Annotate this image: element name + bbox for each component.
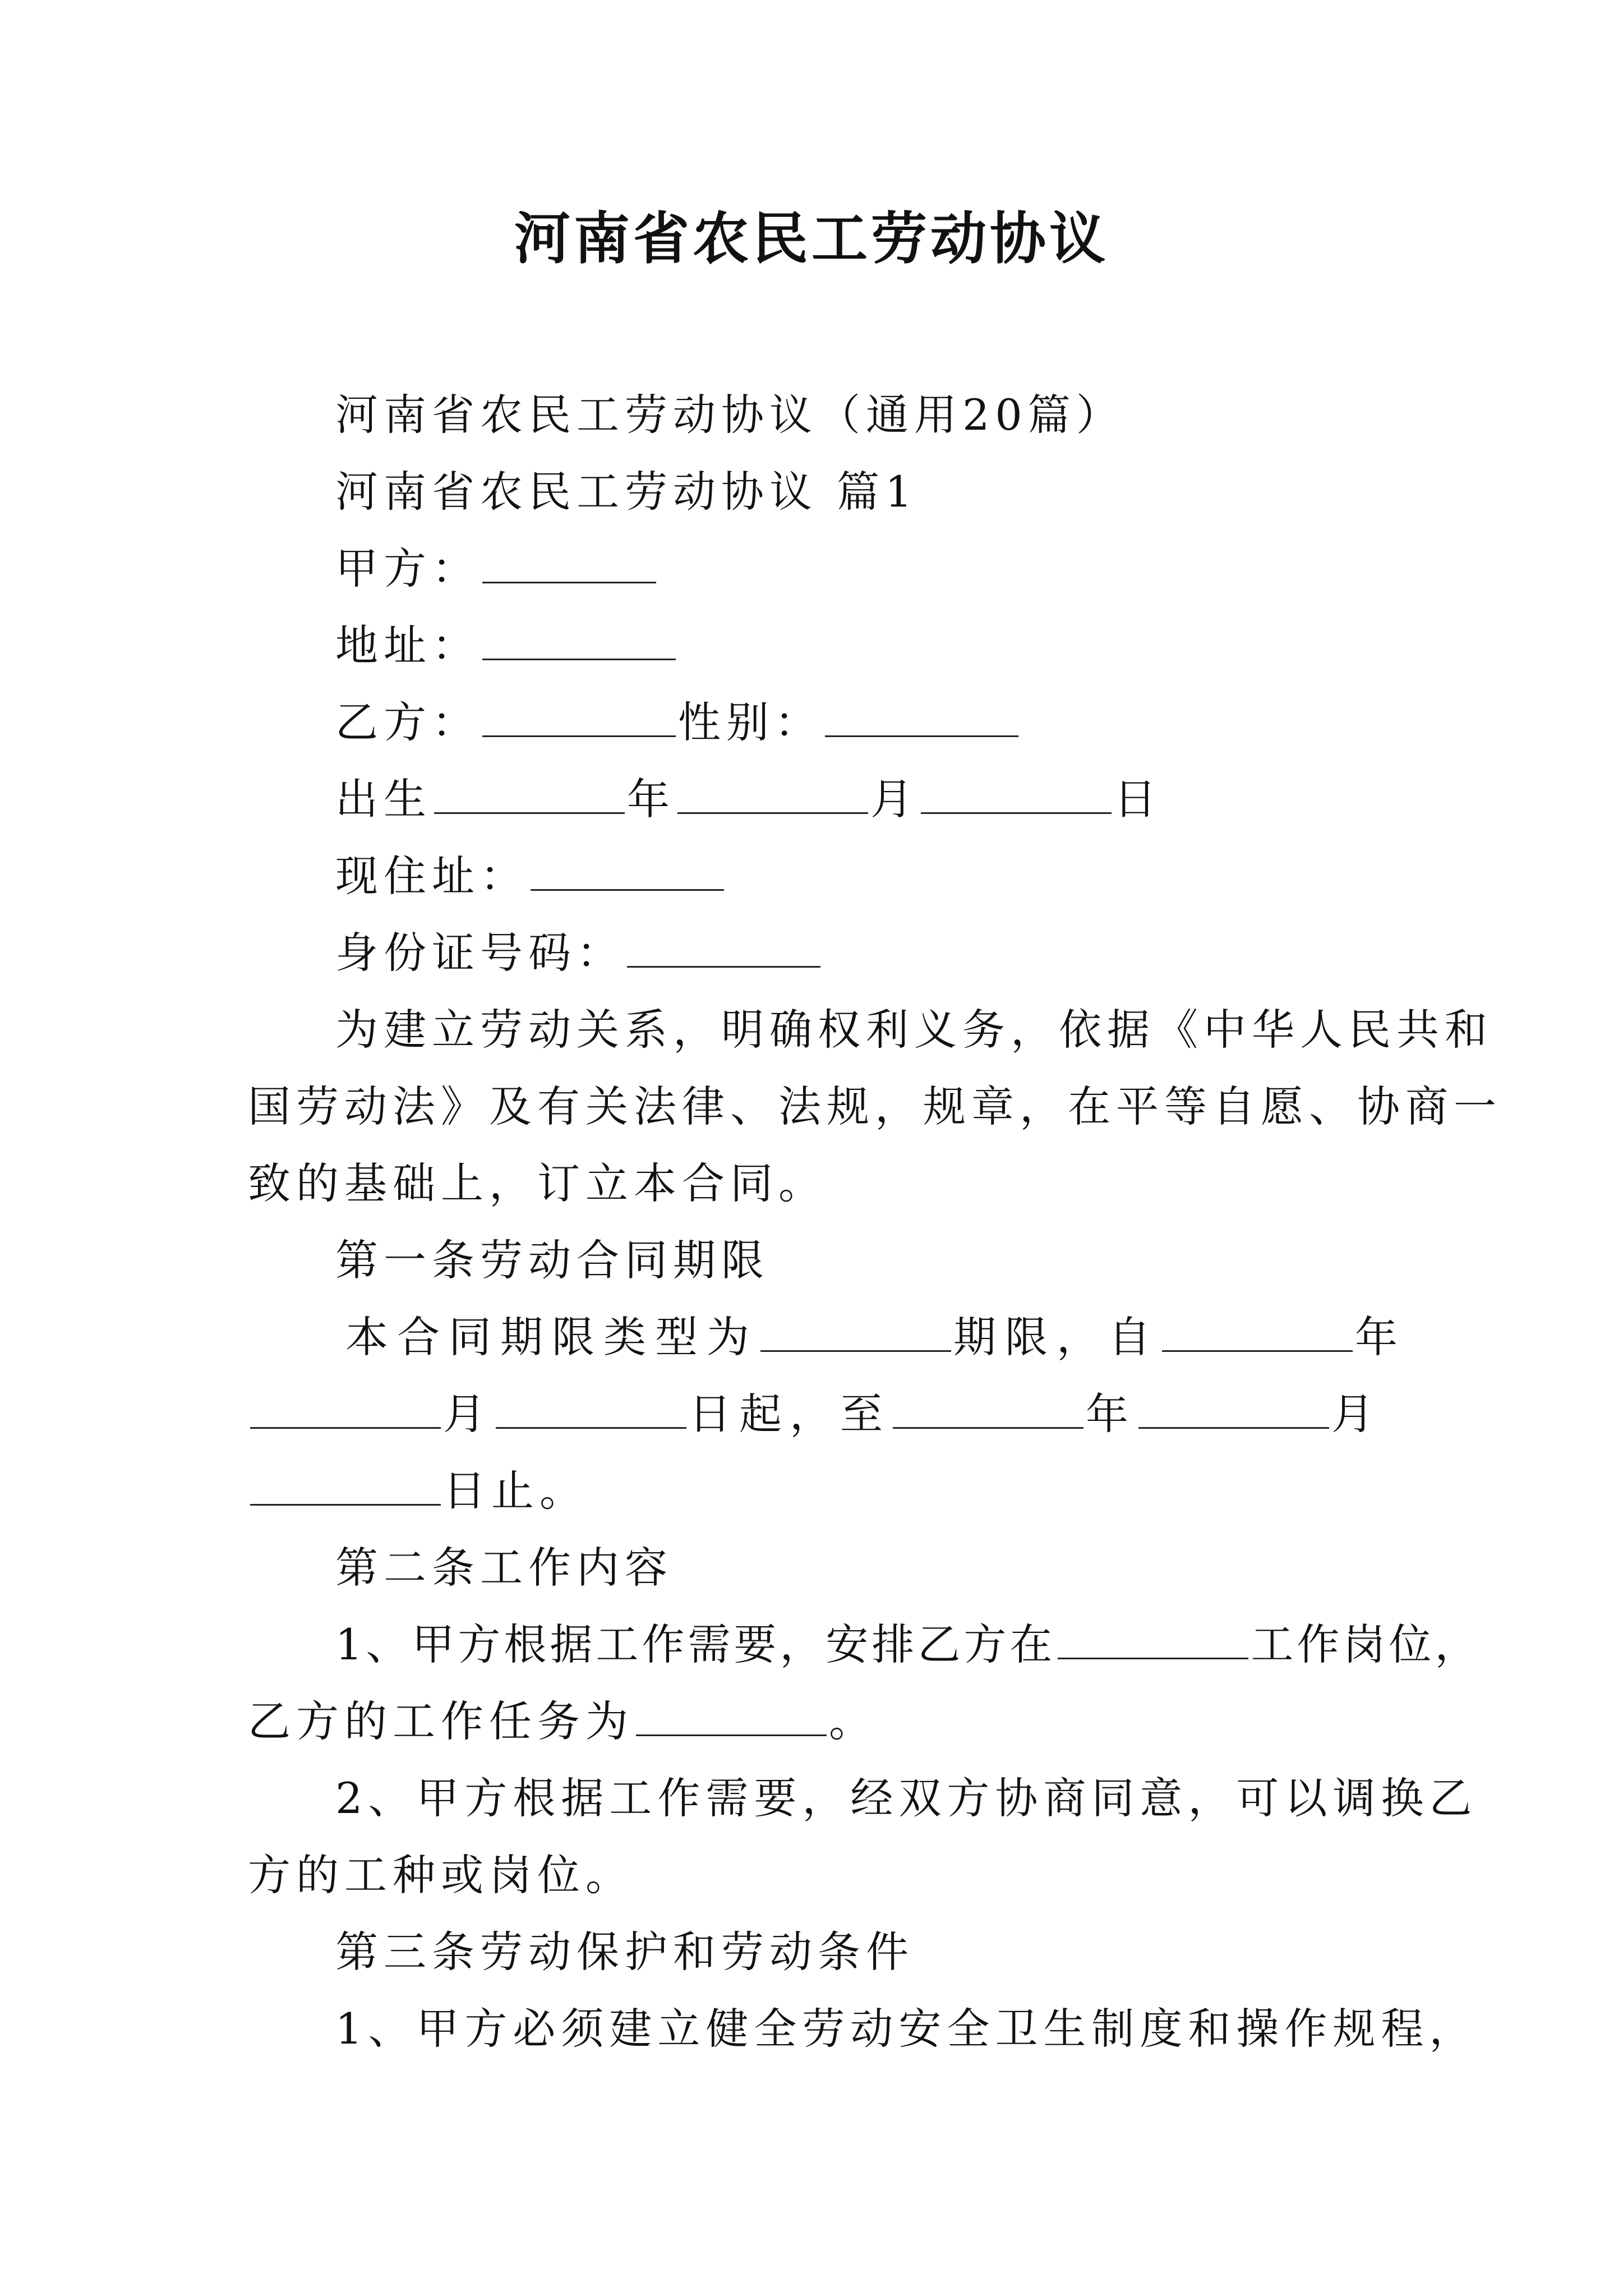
term-start-month-blank [250,1392,441,1429]
term-line-2 [248,1386,1382,1442]
document-title: 河南省农民工劳动协议 [514,205,1109,272]
work-1-text-c: 乙方的工作任务为 [248,1696,634,1746]
gender-label: 性别： [678,697,823,747]
term-line-1 [345,1309,1407,1365]
birth-year-label: 年 [627,774,675,824]
birth-month-label: 月 [870,774,919,824]
intro-line-3: 致的基础上，订立本合同。 [248,1158,827,1208]
term-end-year-blank [893,1392,1083,1429]
intro-line-1: 为建立劳动关系，明确权利义务，依据《中华人民共和 [335,1005,1493,1055]
party-a-line [335,541,658,597]
work-1-line-2 [248,1694,877,1750]
term-end-label: 日止。 [443,1466,588,1516]
term-end-day-blank [250,1469,441,1506]
term-start-year-label: 年 [1355,1312,1407,1362]
subtitle: 河南省农民工劳动协议（通用20篇） [335,390,1124,440]
address-blank [482,624,676,660]
id-number-line [335,925,823,981]
birth-year-blank [434,777,625,814]
article-2-heading: 第二条工作内容 [335,1543,673,1593]
gender-blank [825,701,1018,737]
work-task-blank [636,1700,827,1736]
term-line-3 [248,1463,588,1519]
term-type-blank [760,1315,951,1352]
birth-day-blank [921,777,1112,814]
term-type-label: 本合同期限类型为 [345,1312,758,1362]
party-a-label: 甲方： [335,544,480,593]
birth-month-blank [677,777,868,814]
protect-1-line-1: 1、甲方必须建立健全劳动安全卫生制度和操作规程， [335,2004,1478,2054]
work-1-text-a: 1、甲方根据工作需要，安排乙方在 [335,1619,1056,1669]
party-b-label: 乙方： [335,697,480,747]
current-address-line [335,848,726,904]
party-a-blank [482,547,656,583]
work-2-line-2: 方的工种或岗位。 [248,1850,634,1900]
current-address-blank [531,854,724,891]
term-start-day-blank [496,1392,686,1429]
work-2-line-1: 2、甲方根据工作需要，经双方协商同意，可以调换乙 [335,1773,1478,1823]
chapter-heading: 河南省农民工劳动协议 篇1 [335,467,918,517]
term-end-month-blank [1138,1392,1329,1429]
birth-day-label: 日 [1114,774,1162,824]
term-start-year-blank [1162,1315,1353,1352]
term-end-year-label: 年 [1086,1389,1136,1439]
id-number-blank [627,931,820,968]
current-address-label: 现住址： [335,851,528,901]
address-label: 地址： [335,620,480,670]
work-post-blank [1058,1623,1248,1659]
term-start-month-label: 月 [443,1389,494,1439]
term-end-month-label: 月 [1331,1389,1382,1439]
work-1-text-b: 工作岗位， [1251,1619,1481,1669]
term-from-label: 期限，自 [953,1312,1160,1362]
birth-line [335,771,1162,827]
birth-label: 出生 [335,774,432,824]
party-b-line [335,694,1021,751]
article-3-heading: 第三条劳动保护和劳动条件 [335,1927,914,1977]
address-line [335,618,678,674]
work-1-line-1 [335,1617,1481,1673]
term-to-label: 日起，至 [689,1389,891,1439]
work-1-text-d: 。 [829,1696,877,1746]
id-number-label: 身份证号码： [335,928,625,978]
intro-line-2: 国劳动法》及有关法律、法规，规章，在平等自愿、协商一 [248,1082,1502,1131]
party-b-blank [482,701,676,737]
article-1-heading: 第一条劳动合同期限 [335,1235,769,1285]
